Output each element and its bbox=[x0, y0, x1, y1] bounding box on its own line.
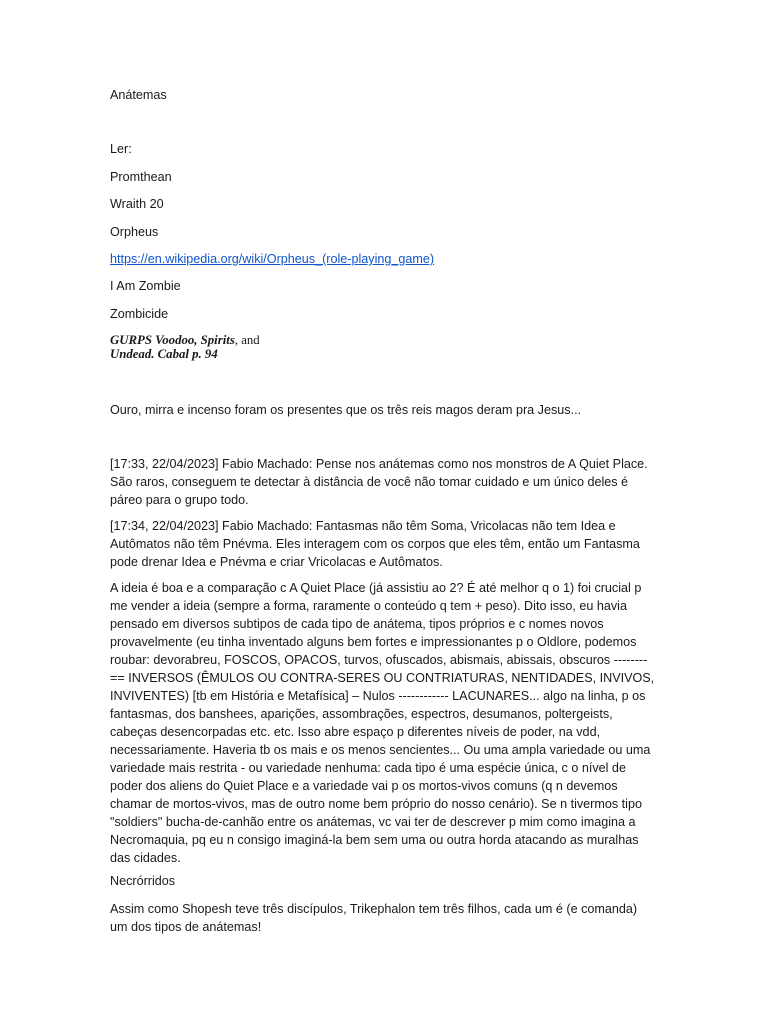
ouro-paragraph: Ouro, mirra e incenso foram os presentes que os três reis magos deram pra Jesus... bbox=[110, 403, 582, 417]
shopesh-paragraph: Assim como Shopesh teve três discípulos, Trikephalon tem três filhos, cada um é (e comanda) um dos tipos de anátemas! bbox=[110, 902, 638, 934]
ref-promthean: Promthean bbox=[110, 170, 172, 184]
reading-list-label: Ler: bbox=[110, 142, 132, 156]
gurps-ref bbox=[110, 333, 655, 361]
gurps-ref-line2: Undead. Cabal p. 94 bbox=[110, 347, 218, 361]
ref-orpheus: Orpheus bbox=[110, 225, 159, 239]
orpheus-link-text[interactable]: https://en.wikipedia.org/wiki/Orpheus_(role-playing_game) bbox=[110, 252, 435, 266]
necrorridos-heading: Necrórridos bbox=[110, 874, 176, 888]
chat-message-1: [17:33, 22/04/2023] Fabio Machado: Pense nos anátemas como nos monstros de A Quiet Place. São raros, conseguem te detectar à distância de você não tomar cuidado e um único deles é páreo para o grupo todo. bbox=[110, 457, 648, 507]
gurps-ref-italic: GURPS Voodoo, Spirits bbox=[110, 333, 235, 347]
gurps-ref-and: , and bbox=[234, 333, 260, 347]
document-title: Anátemas bbox=[110, 88, 167, 102]
orpheus-link[interactable] bbox=[110, 250, 655, 268]
ref-wraith: Wraith 20 bbox=[110, 197, 164, 211]
long-paragraph: A ideia é boa e a comparação c A Quiet Place (já assistiu ao 2? É até melhor q o 1) foi crucial p me vender a ideia (sempre a forma, raramente o conteúdo q tem + peso). Dito isso, eu havia pensado em diversos subtipos de cada tipo de anátema, tipos próprios e c nomes novos provavelmente (eu tinha inventado alguns bem fortes e impressionantes p o Oldlore, podemos roubar: devorabreu, FOSCOS, OPACOS, turvos, ofuscados, abismais, abissais, obscuros --------== INVERSOS (ÊMULOS OU CONTRA-SERES OU CONTRIATURAS, NENTIDADES, INVIVOS, INVIVENTES) [tb em História e Metafísica] – Nulos ------------ LACUNARES... algo na linha, p os fantasmas, dos banshees, aparições, assombrações, espectros, desumanos, poltergeists, cabeças desencorpadas etc. etc. Isso abre espaço p diferentes níveis de poder, na vdd, necessariamente. Haveria tb os mais e os menos sencientes... Ou uma ampla variedade ou uma variedade mais restrita - ou variedade nenhuma: cada tipo é uma espécie única, c o nível de poder dos aliens do Quiet Place e a variedade vai p os mortos-vivos comuns (q n devemos chamar de mortos-vivos, mas de outro nome bem próprio do nosso cenário). Se n tivermos tipo "soldiers" bucha-de-canhão entre os anátemas, vc vai ter de descrever p mim como imagina a Necromaquia, pq eu n consigo imaginá-la bem sem uma ou outra horda atacando as muralhas das cidades. bbox=[110, 581, 655, 865]
ref-zombicide: Zombicide bbox=[110, 307, 169, 321]
ref-i-am-zombie: I Am Zombie bbox=[110, 279, 181, 293]
chat-message-2: [17:34, 22/04/2023] Fabio Machado: Fantasmas não têm Soma, Vricolacas não tem Idea e Autômatos não têm Pnévma. Eles interagem com os corpos que eles têm, então um Fantasma pode drenar Idea e Pnévma e criar Vricolacas e Autômatos. bbox=[110, 519, 640, 569]
